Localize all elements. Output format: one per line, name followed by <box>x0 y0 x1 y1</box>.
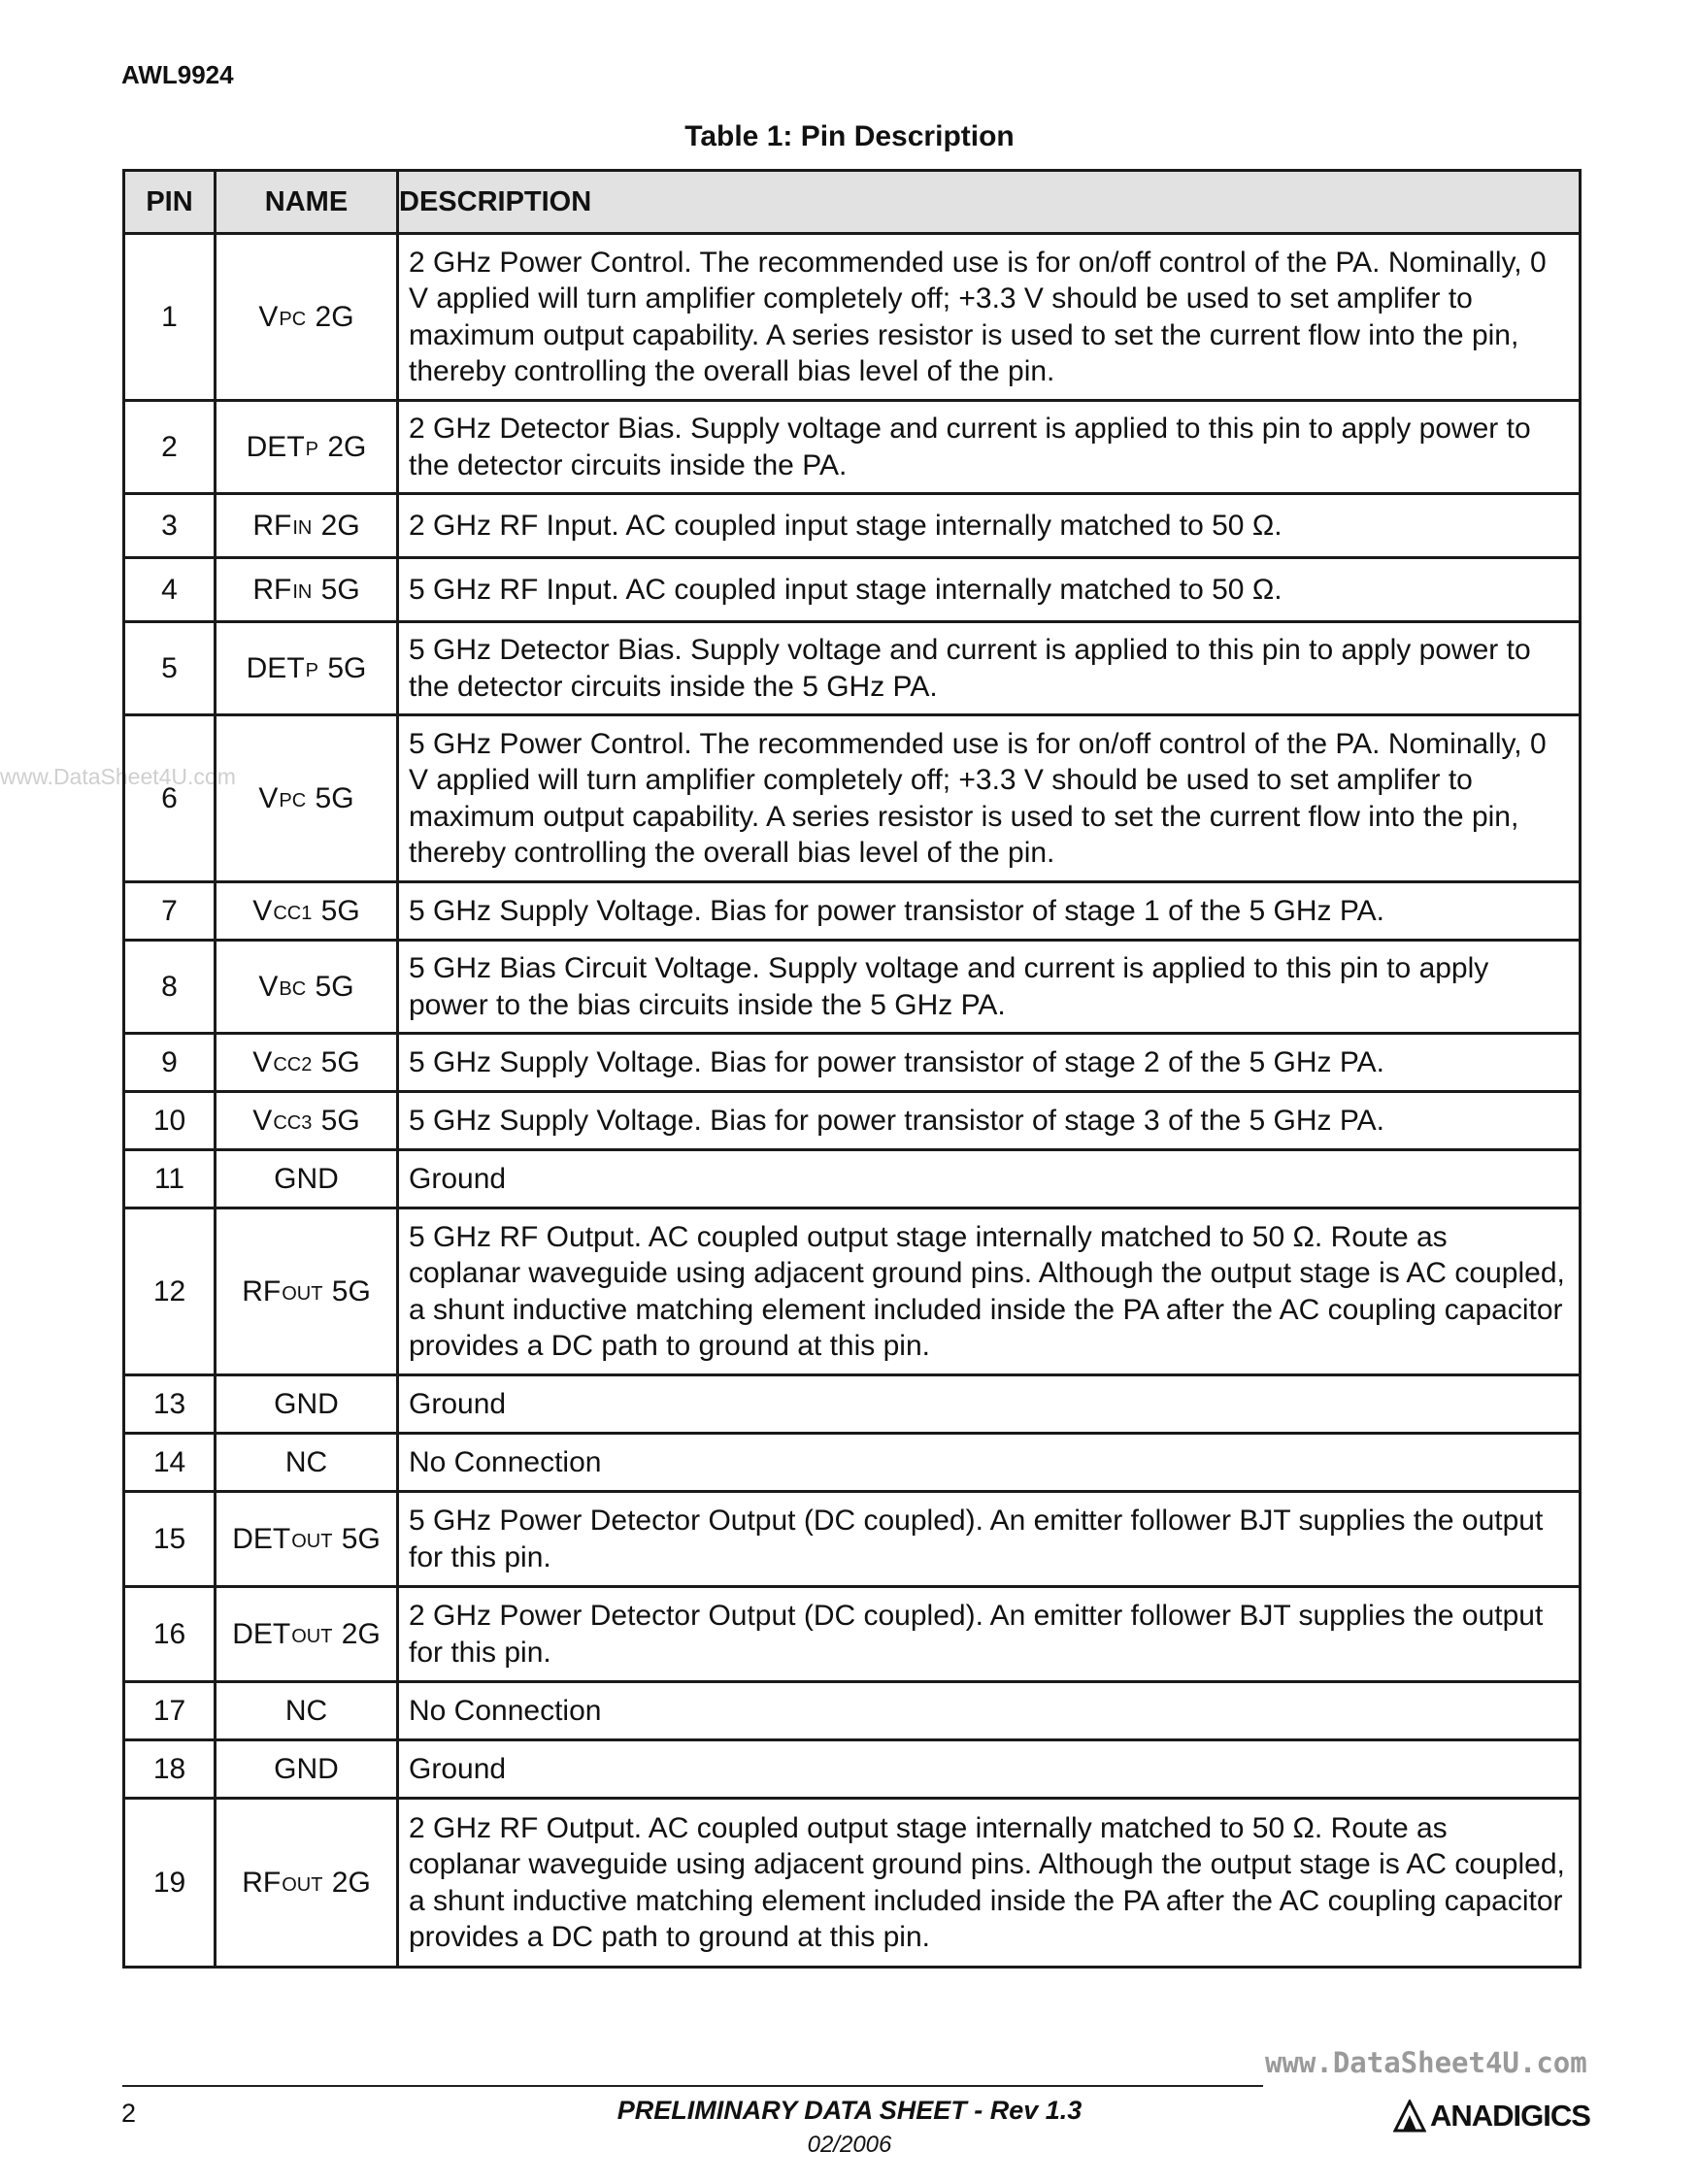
table-title: Table 1: Pin Description <box>684 120 1015 152</box>
pin-name-band: 5G <box>333 1522 381 1555</box>
table-row <box>124 1492 1581 1587</box>
pin-name-band: 5G <box>313 894 360 927</box>
footer-rule <box>122 2085 1263 2087</box>
pin-number-cell: 19 <box>124 1799 216 1968</box>
pin-number-cell: 18 <box>124 1740 216 1799</box>
pin-name-subscript: BC <box>279 977 307 1000</box>
pin-description-cell: 5 GHz Power Control. The recommended use is for on/off control of the PA. Nominally, 0 V applied will turn amplifier completely off; +3.3 V should be used to set amplifer to maximum output capability. A series resistor is used to set the current flow into the pin, thereby controlling the overall bias level of the pin. <box>398 715 1581 882</box>
pin-name-main: DET <box>232 1522 291 1555</box>
column-header-pin: PIN <box>124 171 216 234</box>
pin-name-cell <box>216 1682 398 1740</box>
pin-name-cell <box>216 1375 398 1434</box>
footer-title: PRELIMINARY DATA SHEET - Rev 1.3 <box>616 2096 1083 2125</box>
pin-number-cell: 17 <box>124 1682 216 1740</box>
pin-name-band: 2G <box>307 300 354 333</box>
table-row <box>124 1587 1581 1682</box>
pin-description-cell: 2 GHz RF Output. AC coupled output stage internally matched to 50 Ω. Route as coplanar waveguide using adjacent ground pins. Although the output stage is AC coupled, a shunt inductive matching element included inside the PA after the AC coupling capacitor provides a DC path to ground at this pin. <box>398 1799 1581 1968</box>
pin-description-cell: Ground <box>398 1375 1581 1434</box>
pin-number-cell: 1 <box>124 234 216 401</box>
pin-description-table <box>122 169 1582 1969</box>
table-row <box>124 1034 1581 1092</box>
pin-name-main: RF <box>252 573 292 606</box>
pin-description-cell: 2 GHz Detector Bias. Supply voltage and current is applied to this pin to apply power to the detector circuits inside the PA. <box>398 401 1581 494</box>
pin-name-cell <box>216 1492 398 1587</box>
table-row <box>124 1208 1581 1375</box>
pin-name-subscript: IN <box>292 516 313 539</box>
pin-name-cell <box>216 1208 398 1375</box>
pin-name-band: 5G <box>318 651 367 684</box>
pin-name-subscript: CC3 <box>273 1111 313 1134</box>
logo-triangle-icon <box>1393 2100 1426 2133</box>
pin-number-cell: 8 <box>124 941 216 1034</box>
table-header-row <box>124 171 1581 234</box>
pin-name-main: RF <box>242 1274 282 1307</box>
pin-name-cell <box>216 1434 398 1492</box>
column-header-description: DESCRIPTION <box>398 171 1581 234</box>
pin-name-main: DET <box>246 651 305 684</box>
pin-description-cell: No Connection <box>398 1434 1581 1492</box>
pin-name-cell <box>216 558 398 622</box>
table-row <box>124 715 1581 882</box>
pin-number-cell: 4 <box>124 558 216 622</box>
pin-number-cell: 5 <box>124 622 216 715</box>
pin-name-band: 5G <box>313 573 360 606</box>
pin-name-band: 2G <box>333 1617 381 1650</box>
pin-description-cell: 2 GHz RF Input. AC coupled input stage internally matched to 50 Ω. <box>398 494 1581 558</box>
pin-description-cell: 5 GHz Supply Voltage. Bias for power transistor of stage 2 of the 5 GHz PA. <box>398 1034 1581 1092</box>
table-row <box>124 1740 1581 1799</box>
pin-name-subscript: IN <box>292 580 313 603</box>
pin-description-cell: 5 GHz RF Input. AC coupled input stage internally matched to 50 Ω. <box>398 558 1581 622</box>
pin-name-band: 5G <box>307 781 354 814</box>
pin-number-cell: 14 <box>124 1434 216 1492</box>
pin-name-cell <box>216 1034 398 1092</box>
pin-name-main: V <box>252 894 273 927</box>
footer-date: 02/2006 <box>807 2132 892 2158</box>
pin-name-subscript: PC <box>279 789 307 811</box>
pin-name-subscript: OUT <box>291 1530 333 1552</box>
pin-name-subscript: CC1 <box>273 902 313 924</box>
pin-name-cell <box>216 401 398 494</box>
watermark-footer: www.DataSheet4U.com <box>1265 2046 1587 2079</box>
pin-name-main: V <box>258 300 279 333</box>
pin-name-cell <box>216 1150 398 1208</box>
pin-description-cell: 2 GHz Power Control. The recommended use is for on/off control of the PA. Nominally, 0 V applied will turn amplifier completely off; +3.3 V should be used to set amplifer to maximum output capability. A series resistor is used to set the current flow into the pin, thereby controlling the overall bias level of the pin. <box>398 234 1581 401</box>
pin-number-cell: 13 <box>124 1375 216 1434</box>
pin-name-subscript: CC2 <box>273 1053 313 1075</box>
pin-name-cell <box>216 622 398 715</box>
pin-number-cell: 6 <box>124 715 216 882</box>
pin-name-band: 5G <box>313 1104 360 1137</box>
pin-name-subscript: PC <box>279 308 307 330</box>
pin-name-band: 5G <box>323 1274 371 1307</box>
pin-description-cell: 5 GHz Bias Circuit Voltage. Supply voltage and current is applied to this pin to apply power to the bias circuits inside the 5 GHz PA. <box>398 941 1581 1034</box>
pin-description-cell: 5 GHz RF Output. AC coupled output stage internally matched to 50 Ω. Route as coplanar waveguide using adjacent ground pins. Although the output stage is AC coupled, a shunt inductive matching element included inside the PA after the AC coupling capacitor provides a DC path to ground at this pin. <box>398 1208 1581 1375</box>
logo-text: ANADIGICS <box>1430 2099 1590 2133</box>
pin-name-subscript: OUT <box>282 1873 323 1896</box>
pin-name-main: V <box>252 1104 273 1137</box>
table-body <box>124 234 1581 1968</box>
pin-number-cell: 11 <box>124 1150 216 1208</box>
table-row <box>124 494 1581 558</box>
table-row <box>124 558 1581 622</box>
pin-name-band: 2G <box>313 509 360 542</box>
table-row <box>124 1150 1581 1208</box>
table-row <box>124 401 1581 494</box>
pin-name-subscript: P <box>305 659 318 681</box>
pin-name-band: 5G <box>313 1045 360 1078</box>
pin-name-main: V <box>258 781 279 814</box>
watermark-side: www.DataSheet4U.com <box>0 764 236 789</box>
pin-number-cell: 15 <box>124 1492 216 1587</box>
pin-description-cell: No Connection <box>398 1682 1581 1740</box>
page-number: 2 <box>121 2099 137 2128</box>
pin-description-cell: 5 GHz Power Detector Output (DC coupled). An emitter follower BJT supplies the output for this pin. <box>398 1492 1581 1587</box>
pin-name-main: GND <box>274 1752 339 1785</box>
pin-number-cell: 7 <box>124 882 216 941</box>
table-row <box>124 234 1581 401</box>
pin-number-cell: 9 <box>124 1034 216 1092</box>
document-id: AWL9924 <box>121 60 234 89</box>
pin-name-main: V <box>258 970 279 1003</box>
pin-name-cell <box>216 1587 398 1682</box>
pin-name-band: 2G <box>323 1866 371 1899</box>
pin-name-cell <box>216 941 398 1034</box>
pin-name-main: NC <box>284 1445 328 1478</box>
table-row <box>124 1092 1581 1150</box>
pin-name-main: DET <box>246 430 305 463</box>
pin-number-cell: 3 <box>124 494 216 558</box>
pin-name-main: DET <box>232 1617 291 1650</box>
pin-name-main: V <box>252 1045 273 1078</box>
pin-description-cell: 5 GHz Supply Voltage. Bias for power transistor of stage 1 of the 5 GHz PA. <box>398 882 1581 941</box>
pin-name-cell <box>216 494 398 558</box>
pin-name-main: GND <box>274 1387 339 1420</box>
pin-description-cell: 5 GHz Supply Voltage. Bias for power transistor of stage 3 of the 5 GHz PA. <box>398 1092 1581 1150</box>
pin-name-subscript: P <box>305 438 318 460</box>
pin-name-main: RF <box>242 1866 282 1899</box>
pin-name-cell <box>216 234 398 401</box>
pin-name-band: 5G <box>307 970 354 1003</box>
pin-description-cell: Ground <box>398 1740 1581 1799</box>
column-header-name: NAME <box>216 171 398 234</box>
company-logo <box>1393 2099 1590 2134</box>
pin-name-cell <box>216 1092 398 1150</box>
pin-description-cell: 2 GHz Power Detector Output (DC coupled). An emitter follower BJT supplies the output for this pin. <box>398 1587 1581 1682</box>
pin-number-cell: 2 <box>124 401 216 494</box>
pin-description-cell: 5 GHz Detector Bias. Supply voltage and current is applied to this pin to apply power to the detector circuits inside the 5 GHz PA. <box>398 622 1581 715</box>
pin-name-cell <box>216 1799 398 1968</box>
pin-number-cell: 16 <box>124 1587 216 1682</box>
pin-name-main: NC <box>284 1694 328 1727</box>
table-row <box>124 941 1581 1034</box>
pin-description-cell: Ground <box>398 1150 1581 1208</box>
pin-name-cell <box>216 1740 398 1799</box>
pin-name-main: RF <box>252 509 292 542</box>
pin-name-cell <box>216 715 398 882</box>
pin-name-band: 2G <box>318 430 367 463</box>
table-row <box>124 1375 1581 1434</box>
table-row <box>124 622 1581 715</box>
pin-name-subscript: OUT <box>282 1282 323 1305</box>
table-row <box>124 1434 1581 1492</box>
pin-number-cell: 12 <box>124 1208 216 1375</box>
pin-number-cell: 10 <box>124 1092 216 1150</box>
table-row <box>124 1799 1581 1968</box>
table-row <box>124 882 1581 941</box>
pin-name-main: GND <box>274 1162 339 1195</box>
pin-name-subscript: OUT <box>291 1625 333 1647</box>
table-row <box>124 1682 1581 1740</box>
pin-name-cell <box>216 882 398 941</box>
